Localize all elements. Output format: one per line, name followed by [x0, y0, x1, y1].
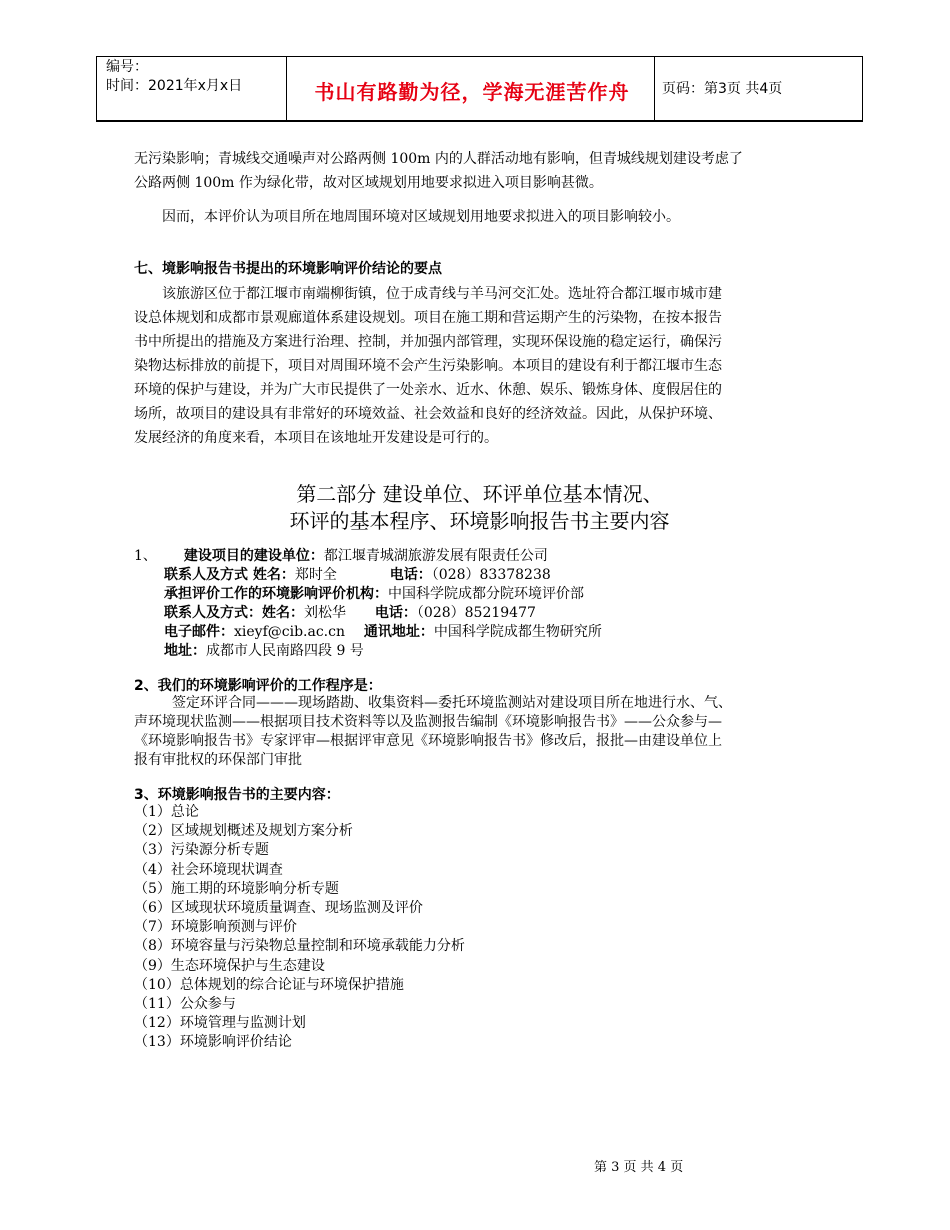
email-value: xieyf@cib.ac.cn [234, 624, 345, 640]
builder-label: 建设项目的建设单位： [183, 548, 324, 564]
intro-line: 公路两侧 100m 作为绿化带，故对区域规划用地要求拟进入项目影响甚微。 [134, 175, 603, 191]
list-item: （2）区域规划概述及规划方案分析 [134, 823, 353, 840]
header-number-label: 编号： [106, 59, 148, 75]
header-divider [654, 56, 655, 122]
part-2-title: 第二部分 建设单位、环评单位基本情况、 [296, 482, 663, 506]
phone-2-value: （028）85219477 [416, 605, 536, 621]
section-2-line: 声环境现状监测——根据项目技术资料等以及监测报告编制《环境影响报告书》——公众参与— [134, 714, 722, 730]
contact-1-label: 联系人及方式 姓名： [164, 567, 295, 583]
info-line [164, 583, 584, 603]
phone-1-label: 电话： [389, 567, 432, 583]
page-header [96, 56, 863, 122]
header-divider [96, 56, 97, 122]
header-meta [106, 58, 242, 96]
intro-conclusion: 因而，本评价认为项目所在地周围环境对区域规划用地要求拟进入的项目影响较小。 [162, 209, 680, 225]
section-2-heading: 2、我们的环境影响评价的工作程序是： [134, 678, 382, 694]
contact-2-label: 联系人及方式：姓名： [164, 605, 304, 621]
list-item: （11）公众参与 [134, 996, 236, 1013]
list-item: （13）环境影响评价结论 [134, 1034, 292, 1051]
page-footer: 第 3 页 共 4 页 [594, 1160, 684, 1175]
list-item: （1）总论 [134, 804, 199, 820]
location-value: 成都市人民南路四段 9 号 [206, 643, 364, 659]
header-motto: 书山有路勤为径，学海无涯苦作舟 [314, 80, 630, 104]
section-7-heading: 七、境影响报告书提出的环境影响评价结论的要点 [134, 261, 442, 277]
section-7-line: 发展经济的角度来看，本项目在该地址开发建设是可行的。 [134, 430, 498, 446]
section-7-line: 场所，故项目的建设具有非常好的环境效益、社会效益和良好的经济效益。因此，从保护环境、 [134, 406, 722, 422]
intro-line: 无污染影响；青城线交通噪声对公路两侧 100m 内的人群活动地有影响，但青城线规划建设考虑了 [134, 151, 743, 167]
contact-1-name: 郑时全 [294, 567, 337, 583]
section-7-line: 设总体规划和成都市景观廊道体系建设规划。项目在施工期和营运期产生的污染物，在按本报告 [134, 310, 722, 326]
list-item: （6）区域现状环境质量调查、现场监测及评价 [134, 900, 423, 917]
info-line [164, 564, 551, 584]
list-item: （10）总体规划的综合论证与环境保护措施 [134, 976, 404, 993]
phone-2-label: 电话： [374, 605, 417, 621]
part-2-title: 环评的基本程序、环境影响报告书主要内容 [289, 509, 670, 533]
info-line [164, 602, 536, 622]
header-bottom-rule [96, 120, 863, 122]
list-item: （7）环境影响预测与评价 [134, 919, 297, 936]
contact-2-name: 刘松华 [304, 605, 346, 621]
address-label: 通讯地址： [363, 624, 434, 640]
phone-1-value: （028）83378238 [431, 567, 551, 583]
header-time-label: 时间：2021年x月x日 [106, 78, 243, 94]
list-item: （5）施工期的环境影响分析专题 [134, 880, 339, 897]
location-label: 地址： [164, 643, 206, 659]
header-page-label: 页码：第3页 共4页 [662, 81, 783, 97]
eia-org-value: 中国科学院成都分院环境评价部 [388, 586, 584, 602]
list-item: （3）污染源分析专题 [134, 842, 269, 859]
section-2-body [134, 694, 834, 770]
list-item: （8）环境容量与污染物总量控制和环境承载能力分析 [134, 938, 465, 955]
header-top-rule [96, 56, 863, 57]
list-item: （12）环境管理与监测计划 [134, 1015, 306, 1032]
info-line [134, 545, 548, 565]
section-7-line: 染物达标排放的前提下，项目对周围环境不会产生污染影响。本项目的建设有利于都江堰市生态 [134, 358, 722, 374]
section-7-line: 环境的保护与建设，并为广大市民提供了一处亲水、近水、休憩、娱乐、锻炼身体、度假居住的 [134, 382, 722, 398]
section-2-line: 报有审批权的环保部门审批 [134, 752, 302, 768]
header-divider [862, 56, 863, 122]
list-item: （4）社会环境现状调查 [134, 861, 283, 878]
section-7-line: 该旅游区位于都江堰市南端柳街镇，位于成青线与羊马河交汇处。选址符合都江堰市城市建 [162, 286, 722, 302]
address-value: 中国科学院成都生物研究所 [433, 624, 602, 640]
section-3-heading: 3、环境影响报告书的主要内容： [134, 787, 340, 803]
section-2-line: 《环境影响报告书》专家评审—根据评审意见《环境影响报告书》修改后，报批—由建设单位上 [134, 733, 722, 749]
email-label: 电子邮件： [164, 624, 234, 640]
info-line [164, 640, 364, 660]
info-line [164, 621, 602, 641]
header-divider [286, 56, 287, 122]
contents-list [134, 803, 465, 1053]
builder-value: 都江堰青城湖旅游发展有限责任公司 [323, 548, 548, 564]
eia-org-label: 承担评价工作的环境影响评价机构： [164, 586, 388, 602]
section-2-line: 签定环评合同———现场踏勘、收集资料—委托环境监测站对建设项目所在地进行水、气、 [172, 695, 732, 711]
section-7-line: 书中所提出的措施及方案进行治理、控制，并加强内部管理，实现环保设施的稳定运行，确保污 [134, 334, 722, 350]
info-item-number: 1、 [134, 548, 157, 564]
list-item: （9）生态环境保护与生态建设 [134, 957, 325, 974]
